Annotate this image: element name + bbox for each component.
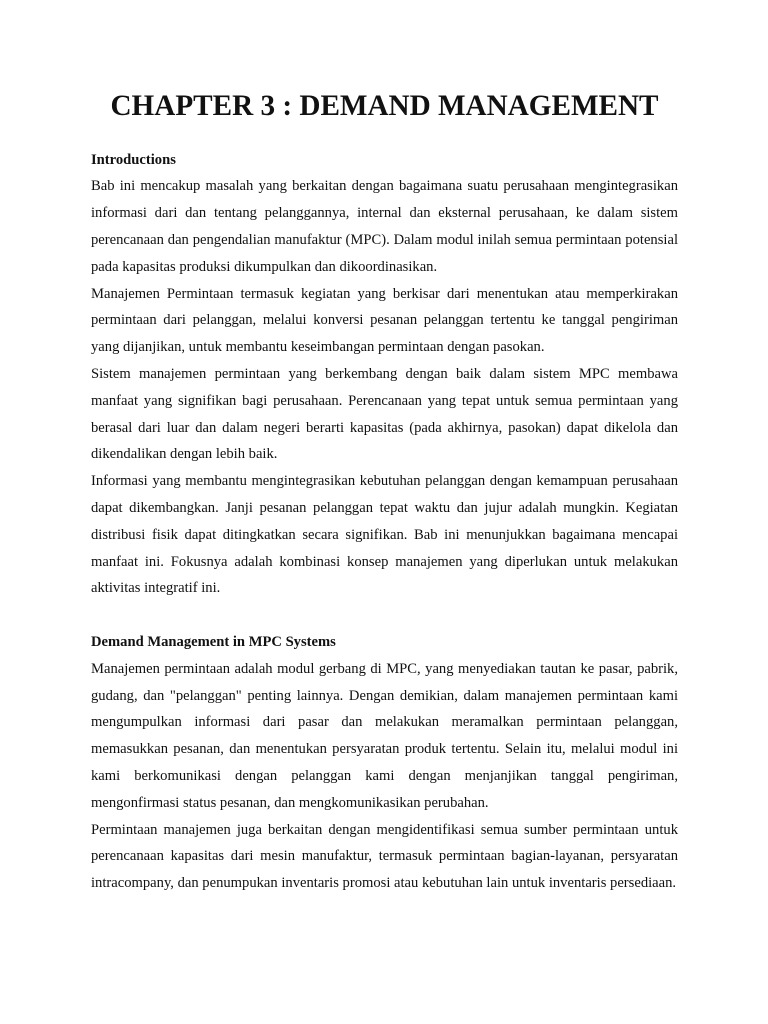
section-introductions [91,147,678,603]
paragraph: Informasi yang membantu mengintegrasikan kebutuhan pelanggan dengan kemampuan perusahaan dapat dikembangkan. Janji pesanan pelanggan tepat waktu dan jujur adalah mungkin. Kegiatan distribusi fisik dapat ditingkatkan secara signifikan. Bab ini menunjukkan bagaimana mencapai manfaat ini. Fokusnya adalah kombinasi konsep manajemen yang diperlukan untuk melakukan aktivitas integratif ini. [91,473,678,597]
section-demand-management-mpc [91,629,678,897]
paragraph: Bab ini mencakup masalah yang berkaitan dengan bagaimana suatu perusahaan mengintegrasikan informasi dari dan tentang pelanggannya, internal dan eksternal perusahaan, ke dalam sistem perencanaan dan pengendalian manufaktur (MPC). Dalam modul inilah semua permintaan potensial pada kapasitas produksi dikumpulkan dan dikoordinasikan. [91,178,678,275]
paragraph: Sistem manajemen permintaan yang berkembang dengan baik dalam sistem MPC membawa manfaat yang signifikan bagi perusahaan. Perencanaan yang tepat untuk semua permintaan yang berasal dari luar dan dalam negeri berarti kapasitas (pada akhirnya, pasokan) dapat dikelola dan dikendalikan dengan lebih baik. [91,365,678,463]
chapter-title: CHAPTER 3 : DEMAND MANAGEMENT [110,90,659,122]
section-heading: Introductions [91,151,176,168]
document-body [91,90,678,897]
spacer [91,602,678,629]
section-heading: Demand Management in MPC Systems [91,633,336,650]
paragraph: Manajemen Permintaan termasuk kegiatan yang berkisar dari menentukan atau memperkirakan permintaan dari pelanggan, melalui konversi pesanan pelanggan tertentu ke tanggal pengiriman yang dijanjikan, untuk membantu keseimbangan permintaan dengan pasokan. [91,285,678,356]
spacer [91,120,678,147]
paragraph: Permintaan manajemen juga berkaitan dengan mengidentifikasi semua sumber permintaan untuk perencanaan kapasitas dari mesin manufaktur, termasuk permintaan bagian-layanan, persyaratan intracompany, dan penumpukan inventaris promosi atau kebutuhan lain untuk inventaris persediaan. [91,821,678,892]
paragraph: Manajemen permintaan adalah modul gerbang di MPC, yang menyediakan tautan ke pasar, pabrik, gudang, dan "pelanggan" penting lainnya. Dengan demikian, dalam manajemen permintaan kami mengumpulkan informasi dari pasar dan melakukan meramalkan permintaan pelanggan, memasukkan pesanan, dan menentukan persyaratan produk tertentu. Selain itu, melalui modul ini kami berkomunikasi dengan pelanggan kami dengan menjanjikan tanggal pengiriman, mengonfirmasi status pesanan, dan mengkomunikasikan perubahan. [91,660,678,811]
